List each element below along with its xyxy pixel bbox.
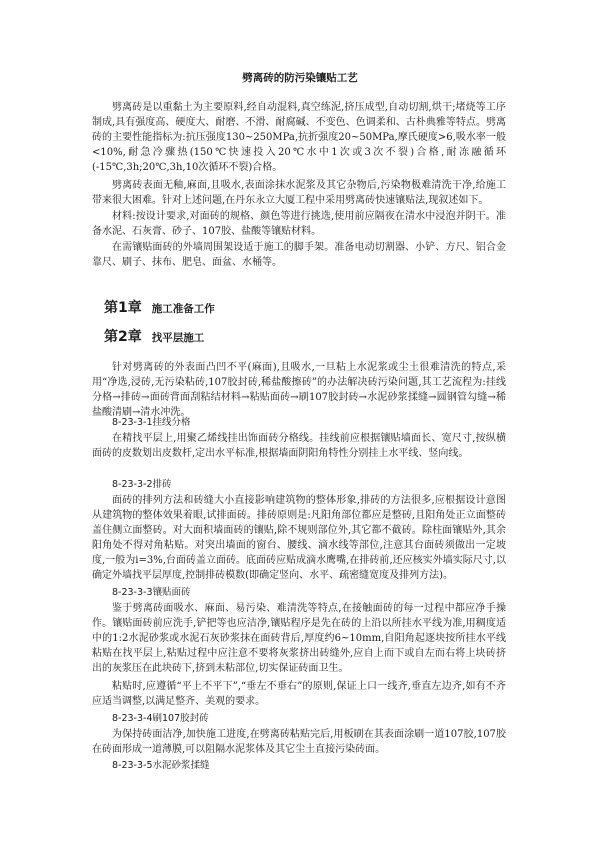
chapter-1-heading xyxy=(104,297,215,317)
section-code-1: 8-23-3-1挂线分格 xyxy=(112,417,191,428)
section-code-5: 8-23-3-5水泥砂浆揉缝 xyxy=(112,760,210,771)
intro-paragraph-3: 材料:按设计要求,对面砖的规格、颜色等进行挑选,使用前应隔夜在清水中浸泡并阴干。准备水泥、石灰膏、砂子、107胶、盐酸等镶贴材料。 xyxy=(92,211,506,237)
intro-paragraph-1: 劈离砖是以重黏土为主要原料,经自动混料,真空练泥,挤压成型,自动切割,烘干;堵烧等工序制成,具有强度高、硬度大、耐磨、不滑、耐腐碱、不变色、色调柔和、古朴典雅等特点。劈离砖的主要性能指标为:抗压强度130~250MPa,抗折强度20~50MPa,摩氏硬度>6,吸水率一般<10%,耐急冷骤热(150℃快速投入20℃水中1次或3次不裂)合格,耐冻融循环(-15℃,3h;20℃,3h,10次循环不裂)合格。 xyxy=(92,102,506,173)
section-text-1: 在精找平层上,用聚乙烯线挂出饰面砖分格线。挂线前应根据镶贴墙面长、宽尺寸,按纵横面砖的皮数划出皮数杆,定出水平标准,根据墙面阴阳角特性分别挂上水平线、竖向线。 xyxy=(92,433,506,459)
intro-paragraph-4: 在需镶贴面砖的外墙周围架设适于施工的脚手架。准备电动切割器、小铲、方尺、铝合金靠尺、刷子、抹布、肥皂、面盆、水桶等。 xyxy=(92,242,506,268)
section-text-2: 面砖的排列方法和砖缝大小直接影响建筑物的整体形象,排砖的方法很多,应根据设计意图从建筑物的整体效果着眼,试排面砖。排砖原则是:凡阳角部位都应是整砖,且阳角处正立面整砖盖住侧立面整砖。对大面积墙面砖的镶贴,除不规则部位外,其它都不截砖。除柱面镶贴外,其余阳角处不得对角粘贴。对突出墙面的窗台、腰线、滴水线等部位,注意其台面砖须做出一定坡度,一般为i=3%,台面砖盖立面砖。底面砖应贴成滴水鹰嘴,在排砖前,还应核实外墙实际尺寸,以确定外墙找平层厚度,控制排砖模数(即确定竖向、水平、疏密缝宽度及排列方法)。 xyxy=(92,495,506,581)
section-code-4: 8-23-3-4刷107胶封砖 xyxy=(112,713,209,724)
section-text-3a: 鉴于劈离砖面吸水、麻面、易污染、难清洗等特点,在接触面砖的每一过程中都应净手操作。镶贴面砖前应洗手,铲把等也应洁净,镶贴程序是先在砖的上沿以所挂水平线为准,用稠度适中的1:2水泥砂浆或水泥石灰砂浆抹在面砖背后,厚度约6~10mm,自阳角起逐块按所挂水平线粘贴在找平层上,粘贴过程中应注意不要将灰浆挤出砖缝外,应自上而下或自左而右将上块砖挤出的灰浆压在此块砖下,挤到未粘部位,切实保证砖面卫生。 xyxy=(92,603,506,674)
section-code-2: 8-23-3-2排砖 xyxy=(112,479,172,490)
section-code-3: 8-23-3-3镶贴面砖 xyxy=(112,587,191,598)
section-intro: 针对劈离砖的外表面凸凹不平(麻面),且吸水,一旦粘上水泥浆或尘土很难清洗的特点,采用“净选,浸砖,无污染粘砖,107胶封砖,稀盐酸擦砖”的办法解决砖污染问题,其工艺流程为:挂线分格→排砖→面砖背面刮粘结材料→粘贴面砖→刷107胶封砖→水泥砂浆揉缝→圆钢管勾缝→稀盐酸清刷→清水冲洗。 xyxy=(92,362,506,418)
intro-paragraph-2: 劈离砖表面无釉,麻面,且吸水,表面涂抹水泥浆及其它杂物后,污染物极难清洗干净,给施工带来很大困难。针对上述问题,在丹东永立大厦工程中采用劈离砖快速镶贴法,现叙述如下。 xyxy=(92,180,506,206)
chapter-1-number: 第1章 xyxy=(104,300,142,316)
chapter-2-number: 第2章 xyxy=(104,329,142,345)
chapter-2-name: 找平层施工 xyxy=(151,332,205,344)
chapter-1-name: 施工准备工作 xyxy=(151,303,215,315)
section-text-4: 为保持砖面洁净,加快施工进度,在劈离砖粘贴完后,用板刷在其表面涂刷一道107胶,107胶在砖面形成一道薄膜,可以阻隔水泥浆体及其它尘土直接污染砖面。 xyxy=(92,729,506,755)
section-text-3b: 粘贴时,应遵循“平上不平下”,“垂左不垂右”的原则,保证上口一线齐,垂直左边齐,如有不齐应适当调整,以满足整齐、美观的要求。 xyxy=(92,681,506,707)
doc-title: 劈离砖的防污染镶贴工艺 xyxy=(242,72,358,84)
chapter-2-heading xyxy=(104,326,204,346)
